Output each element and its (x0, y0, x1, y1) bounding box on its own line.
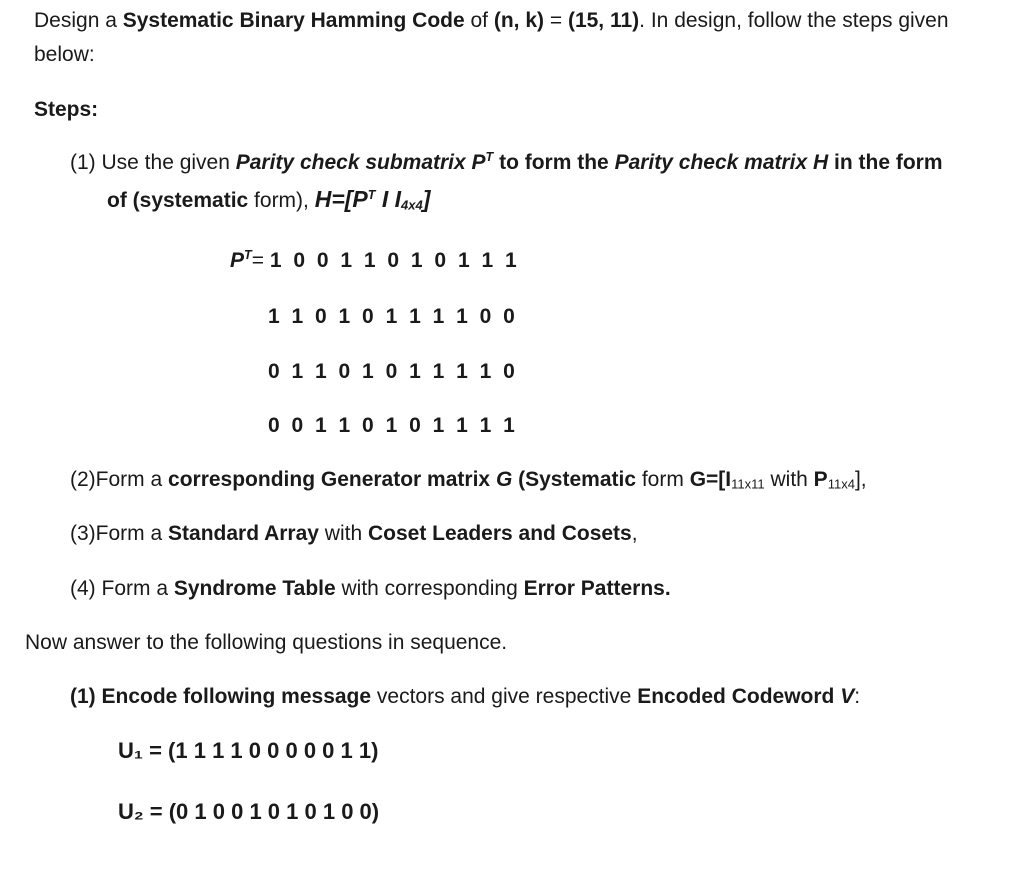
intro-line-2: below: (34, 43, 95, 66)
superscript: T (367, 187, 376, 202)
codeword-term: Encoded Codeword (637, 685, 841, 708)
intro-line-1 (34, 8, 949, 33)
generator-term: corresponding Generator matrix (168, 468, 496, 491)
intro-code-name: Systematic Binary Hamming Code (122, 9, 465, 32)
matrix-row-values: 1 0 0 1 1 0 1 0 1 1 1 (269, 249, 520, 272)
intro-nk: (n, k) (493, 9, 545, 32)
step-1-text: in the form (828, 151, 943, 174)
equals-sign: = (251, 249, 270, 272)
step-2-text: (2)Form a (70, 468, 169, 491)
intro-text: Design a (34, 9, 123, 32)
intro-text: = (544, 9, 568, 32)
step-3-text: (3)Form a (70, 522, 169, 545)
error-patterns-term: Error Patterns. (523, 577, 671, 600)
step-3 (70, 521, 638, 546)
superscript: T (485, 149, 494, 164)
h-formula: ] (422, 186, 431, 212)
step-3-text: with (318, 522, 368, 545)
h-formula: H=[P (314, 186, 368, 212)
step-1-text: (1) Use the given (70, 151, 236, 174)
standard-array-term: Standard Array (168, 522, 319, 545)
matrix-label: P (230, 249, 245, 272)
question-1-text: : (854, 685, 861, 708)
question-1-text: vectors and give respective (371, 685, 638, 708)
subscript: 11x4 (827, 476, 855, 492)
matrix-row-1 (230, 248, 520, 273)
intro-text: of (464, 9, 494, 32)
step-2-text: form (636, 468, 690, 491)
coset-term: Coset Leaders and Cosets (367, 522, 632, 545)
matrix-row-4: 0 0 1 1 0 1 0 1 1 1 1 (268, 414, 518, 437)
subscript: 4x4 (401, 197, 423, 213)
steps-heading: Steps: (34, 98, 99, 121)
message-vector-u1: U₁ = (1 1 1 1 0 0 0 0 0 1 1) (118, 738, 379, 763)
step-4-text: with corresponding (335, 577, 524, 600)
step-1-text: to form the (493, 151, 615, 174)
superscript: T (244, 247, 252, 262)
matrix-row-2: 1 1 0 1 0 1 1 1 1 0 0 (268, 305, 518, 328)
question-1-text: (1) Encode following message (70, 685, 372, 708)
step-4-text: (4) Form a (70, 577, 174, 600)
step-1-text: form), (248, 189, 315, 212)
step-2 (70, 467, 867, 492)
step-2-text: with (764, 468, 814, 491)
codeword-symbol: V (840, 685, 855, 708)
intro-text: . In design, follow the steps given (639, 9, 949, 32)
generator-symbol: G (495, 468, 513, 491)
now-answer-text: Now answer to the following questions in sequence. (25, 631, 508, 654)
step-1-line-2 (107, 186, 430, 214)
step-2-text: ], (854, 468, 867, 491)
syndrome-table-term: Syndrome Table (173, 577, 336, 600)
subscript: 11x11 (731, 476, 765, 492)
intro-values: (15, 11) (567, 9, 640, 32)
step-1-text: of (systematic (107, 189, 249, 212)
g-formula: I (725, 468, 732, 491)
g-formula: P (813, 468, 828, 491)
parity-matrix-term: Parity check matrix H (614, 151, 829, 174)
message-vector-u2: U₂ = (0 1 0 0 1 0 1 0 1 0 0) (118, 799, 380, 824)
step-4 (70, 576, 671, 601)
parity-submatrix-term: Parity check submatrix P (235, 151, 486, 174)
g-formula: G=[ (689, 468, 726, 491)
matrix-row-3: 0 1 1 0 1 0 1 1 1 1 0 (268, 360, 518, 383)
h-formula: I I (375, 186, 402, 212)
question-1 (70, 684, 860, 709)
step-3-text: , (631, 522, 638, 545)
step-1-line-1 (70, 150, 943, 175)
step-2-text: (Systematic (512, 468, 637, 491)
